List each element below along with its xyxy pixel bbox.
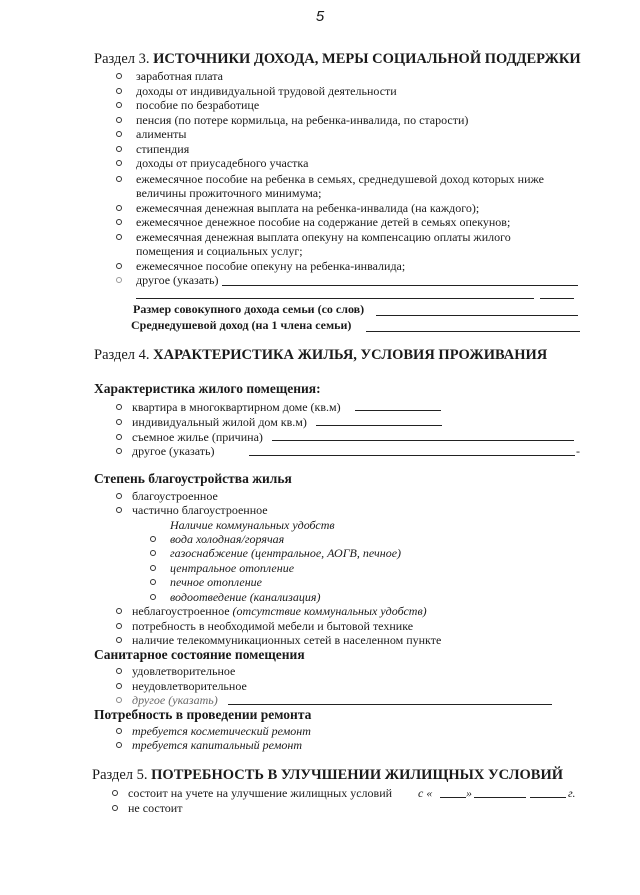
- section-4-title: ХАРАКТЕРИСТИКА ЖИЛЬЯ, УСЛОВИЯ ПРОЖИВАНИЯ: [153, 347, 548, 363]
- bullet-icon: [112, 790, 118, 796]
- year-suffix: г.: [568, 786, 576, 800]
- total-income-field[interactable]: [376, 315, 578, 316]
- bullet-icon: [116, 234, 122, 240]
- house-area-field[interactable]: [316, 425, 442, 426]
- repair-heading: Потребность в проведении ремонта: [94, 707, 312, 722]
- bullet-icon: [116, 448, 122, 454]
- bullet-icon: [116, 728, 122, 734]
- bullet-icon: [116, 277, 122, 283]
- bullet-icon: [116, 637, 122, 643]
- apartment-area-field[interactable]: [355, 410, 441, 411]
- section-4-heading: [94, 348, 547, 362]
- section-3-prefix: Раздел 3.: [94, 51, 150, 67]
- bullet-icon: [116, 608, 122, 614]
- other-housing-field[interactable]: [249, 455, 575, 456]
- section-5-title: ПОТРЕБНОСТЬ В УЛУЧШЕНИИ ЖИЛИЩНЫХ УСЛОВИЙ: [151, 767, 564, 783]
- rental-reason-field[interactable]: [272, 440, 574, 441]
- dash-mark: -: [576, 444, 580, 458]
- bullet-icon: [116, 742, 122, 748]
- bullet-icon: [150, 550, 156, 556]
- other-sanitary-field[interactable]: [228, 704, 552, 705]
- other-income-field[interactable]: [222, 285, 578, 286]
- bullet-icon: [116, 131, 122, 137]
- date-quote-close: »: [466, 786, 472, 800]
- bullet-icon: [116, 117, 122, 123]
- amenity-heading: Степень благоустройства жилья: [94, 471, 292, 486]
- sanitary-heading: Санитарное состояние помещения: [94, 647, 305, 662]
- bullet-icon: [116, 507, 122, 513]
- bullet-icon: [116, 102, 122, 108]
- section-5-heading: [92, 768, 563, 782]
- section-3-title: ИСТОЧНИКИ ДОХОДА, МЕРЫ СОЦИАЛЬНОЙ ПОДДЕРЖКИ: [153, 51, 581, 67]
- utilities-heading: Наличие коммунальных удобств: [170, 518, 335, 532]
- date-prefix: с «: [418, 786, 433, 800]
- bullet-icon: [150, 579, 156, 585]
- section-4-prefix: Раздел 4.: [94, 347, 150, 363]
- other-income-field-line-2b[interactable]: [540, 298, 574, 299]
- bullet-icon: [116, 88, 122, 94]
- bullet-icon: [116, 434, 122, 440]
- bullet-icon: [116, 623, 122, 629]
- per-capita-income-label: Среднедушевой доход (на 1 члена семьи): [131, 318, 352, 332]
- bullet-icon: [116, 219, 122, 225]
- bullet-icon: [116, 493, 122, 499]
- bullet-icon: [116, 697, 122, 703]
- housing-heading: Характеристика жилого помещения:: [94, 381, 321, 396]
- year-field[interactable]: [530, 797, 566, 798]
- bullet-icon: [150, 536, 156, 542]
- bullet-icon: [116, 160, 122, 166]
- bullet-icon: [116, 668, 122, 674]
- total-income-label: Размер совокупного дохода семьи (со слов): [133, 302, 365, 316]
- list-item-continuation: величины прожиточного минимума;: [136, 186, 322, 200]
- other-income-field-line-2[interactable]: [136, 298, 534, 299]
- month-field[interactable]: [474, 797, 526, 798]
- page-number: 5: [315, 8, 325, 25]
- day-field[interactable]: [440, 797, 466, 798]
- bullet-icon: [116, 205, 122, 211]
- bullet-icon: [116, 683, 122, 689]
- section-3-heading: [94, 52, 581, 66]
- bullet-icon: [116, 146, 122, 152]
- bullet-icon: [150, 594, 156, 600]
- bullet-icon: [116, 263, 122, 269]
- bullet-icon: [116, 419, 122, 425]
- per-capita-income-field[interactable]: [366, 331, 580, 332]
- bullet-icon: [112, 805, 118, 811]
- section-5-prefix: Раздел 5.: [92, 767, 148, 783]
- list-item-continuation: помещения и социальных услуг;: [136, 244, 303, 258]
- bullet-icon: [150, 565, 156, 571]
- bullet-icon: [116, 176, 122, 182]
- bullet-icon: [116, 404, 122, 410]
- bullet-icon: [116, 73, 122, 79]
